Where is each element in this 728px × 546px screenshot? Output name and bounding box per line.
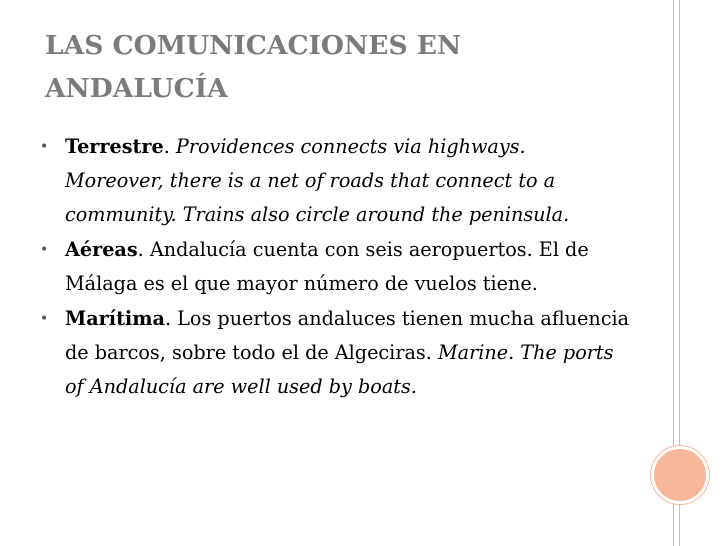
bullet-icon: • <box>40 311 49 327</box>
bullet-icon: • <box>40 139 49 155</box>
item-term: Marítima <box>65 307 165 330</box>
item-separator: . <box>163 135 176 158</box>
item-separator: . <box>137 238 150 261</box>
item-separator: . <box>164 307 178 330</box>
item-spanish-text: Andalucía cuenta con seis aeropuertos. El de Málaga es el que mayor número de vuelos tiene. <box>65 238 589 295</box>
item-english-text: Providences connects via highways. Moreover, there is a net of roads that connect to a community. Trains also circle around the peninsula. <box>65 135 570 226</box>
list-item-aereas <box>40 233 630 301</box>
bullet-list <box>40 130 630 405</box>
item-english-text: Marine. The ports of Andalucía are well used by boats. <box>65 341 614 398</box>
list-item-terrestre <box>40 130 630 232</box>
item-term: Aéreas <box>65 238 138 261</box>
item-term: Terrestre <box>65 135 164 158</box>
list-item-maritima <box>40 302 630 404</box>
decorative-circle <box>651 446 709 504</box>
bullet-icon: • <box>40 242 49 258</box>
slide-title: LAS COMUNICACIONES EN ANDALUCÍA <box>45 30 462 104</box>
item-spanish-text: Los puertos andaluces tienen mucha afluencia de barcos, sobre todo el de Algeciras. <box>65 307 630 364</box>
